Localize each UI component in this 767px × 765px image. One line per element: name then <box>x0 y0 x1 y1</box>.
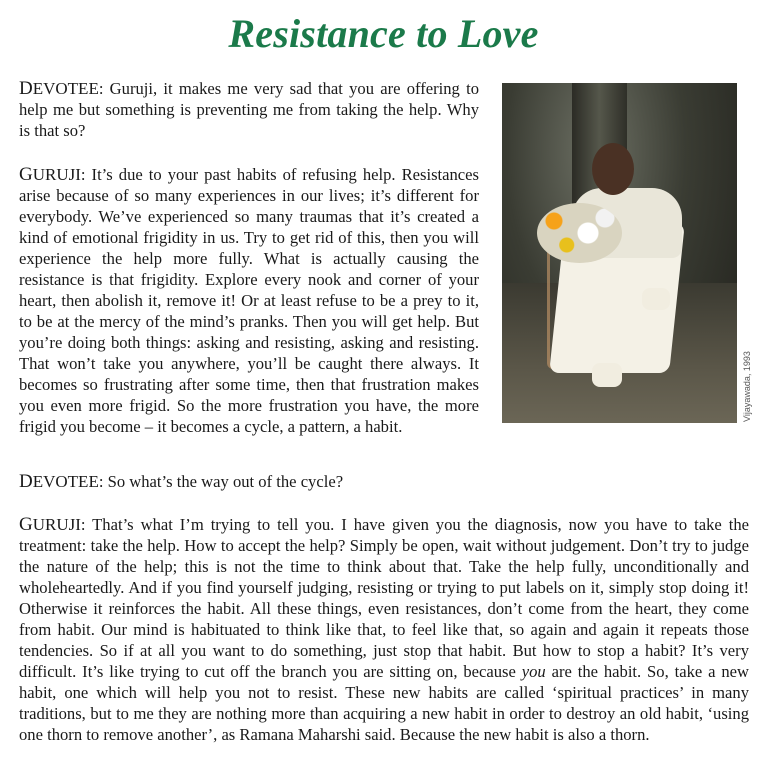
person-head <box>592 143 634 195</box>
paragraph-text: : It’s due to your past habits of refusing help. Resistances arise because of so many experiences in our lives; it’s different for everybody. We’ve experienced so many traumas that it’s created a kind of emotional frigidity in us. Try to get rid of this, then you will experience the help more fully. What is actually causing the resistance is that frigidity. Explore every nook and corner of your heart, then abolish it, remove it! Or at least refuse to be a prey to it, to be at the mercy of the mind’s pranks. Then you will get help. But you’re doing both things: asking and resisting, asking and resisting. That won’t take you anywhere, you’ll be caught there always. It becomes so frustrating after some time, then that frustration makes you even more frigid. So the more frustration you have, the more frigid you become – it becomes a cycle, a pattern, a habit. <box>19 165 479 436</box>
page-title: Resistance to Love <box>228 11 539 56</box>
guruji-answer-1 <box>19 164 479 437</box>
emphasis-text: you <box>521 662 546 681</box>
speaker-initial: G <box>19 164 33 185</box>
speaker-initial: G <box>19 514 33 535</box>
guruji-answer-2 <box>19 514 749 745</box>
speaker-name: URUJI <box>32 515 81 534</box>
speaker-initial: D <box>19 78 33 99</box>
foot <box>642 288 670 310</box>
photo-caption: Vijayawada, 1993 <box>742 351 752 422</box>
devotee-question-1 <box>19 78 479 141</box>
devotee-question-2 <box>19 471 479 492</box>
paragraph-text: : So what’s the way out of the cycle? <box>98 472 344 491</box>
paragraph-text: : That’s what I’m trying to tell you. I have given you the diagnosis, now you have to take the treatment: take the help. How to accept the help? Simply be open, wait without judgement. Don’t try to judge the nature of the help; this is not the time to think about that. Take the help fully, unconditionally and wholeheartedly. And if you find yourself judging, resisting or trying to put labels on it, simply stop doing it! Otherwise it reinforces the habit. All these things, even resistances, don’t come from the heart, they come from habit. Our mind is habituated to think like that, to feel like that, so again and again it repeats those tendencies. So if at all you want to do something, just stop that habit. But how to stop a habit? It’s very difficult. It’s like trying to cut off the branch you are sitting on, because <box>19 515 749 681</box>
speaker-initial: D <box>19 471 33 492</box>
speaker-name: EVOTEE <box>32 472 99 491</box>
speaker-name: EVOTEE <box>32 79 99 98</box>
guruji-photo <box>502 83 737 423</box>
paragraph-text: are the habit. So, take a new habit, one which will help you not to resist. These new habits are called ‘spiritual practices’ in many traditions, but to me they are nothing more than acquiring a new habit in order to destroy an old habit, ‘using one thorn to remove another’, as Ramana Maharshi said. Because the new habit is also a thorn. <box>19 662 749 744</box>
paragraph-text: : Guruji, it makes me very sad that you are offering to help me but something is preventing me from taking the help. Why is that so? <box>19 79 479 140</box>
speaker-name: URUJI <box>32 165 81 184</box>
flower-garland <box>537 203 622 263</box>
foot <box>592 363 622 387</box>
